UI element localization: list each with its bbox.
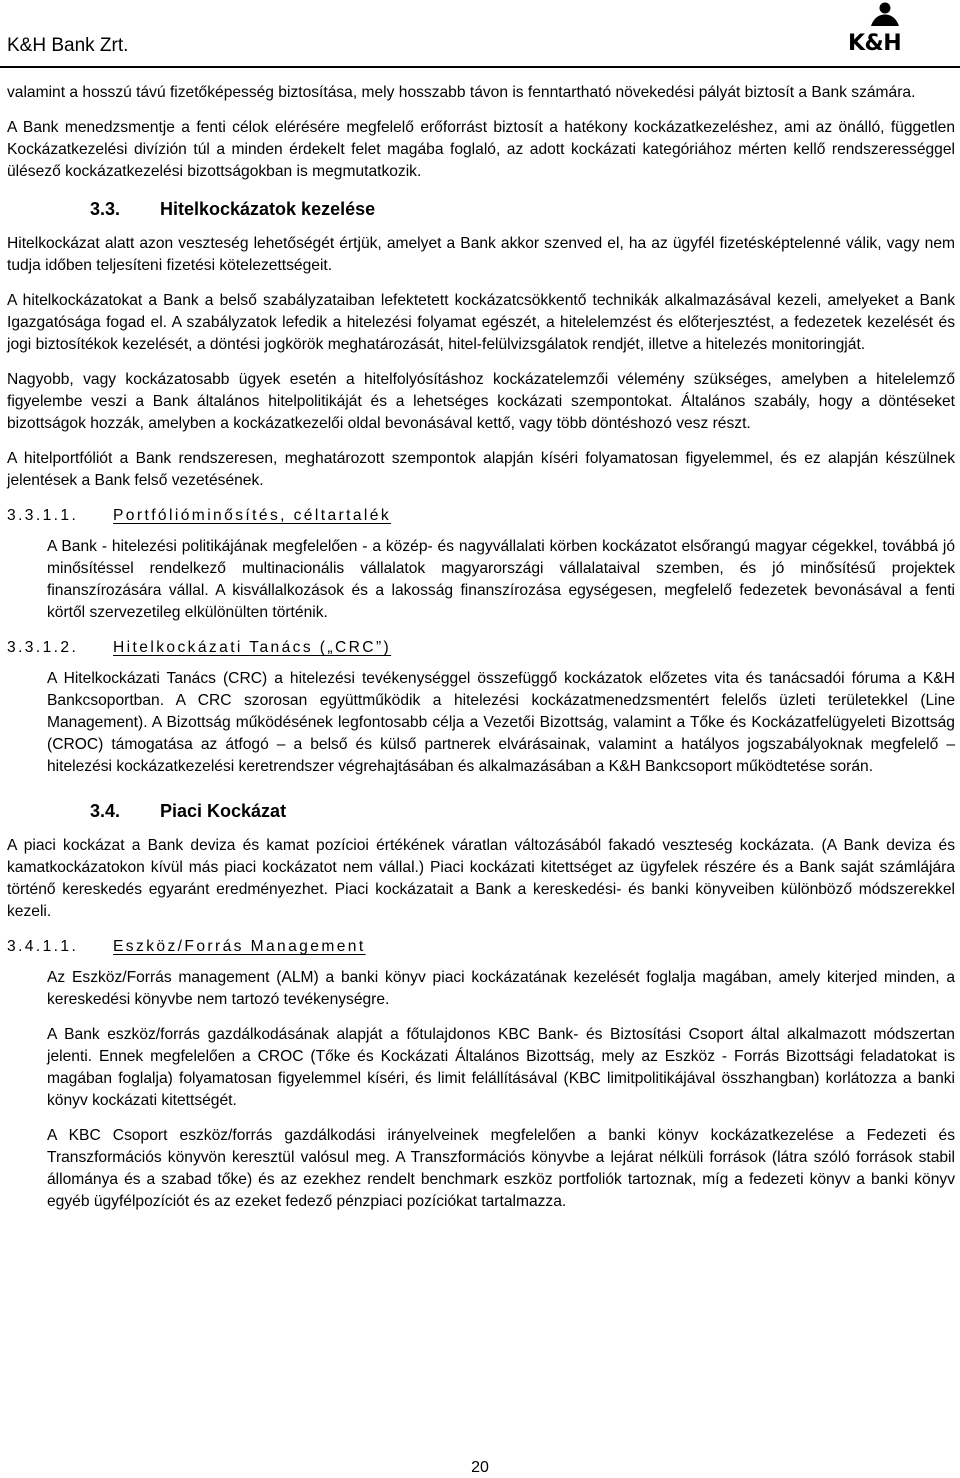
- section-heading-3-4: [7, 798, 955, 824]
- subsection-title: Eszköz/Forrás Management: [113, 938, 366, 955]
- page-number: 20: [471, 1459, 489, 1476]
- header-divider: [0, 66, 960, 68]
- subsection-heading-3-3-1-2: [7, 637, 955, 659]
- paragraph: A Bank eszköz/forrás gazdálkodásának alapját a főtulajdonos KBC Bank- és Biztosítási Csoport által alkalmazott módszertan jelenti. Ennek megfelelően a CROC (Tőke és Kockázati Általános Bizottság, mely az Eszköz - Forrás Bizottsági feladatokat is magában foglalja) folyamatosan figyelemmel kíséri, és limit felállításával (KBC limitpolitikájával összhangban) korlátozza a banki könyv kockázati kitettségét.: [47, 1026, 955, 1109]
- section-number: 3.4.: [90, 801, 121, 821]
- section-heading-3-3: [7, 196, 955, 222]
- subsection-title: Portfólióminősítés, céltartalék: [113, 507, 392, 524]
- subsection-heading-3-3-1-1: [7, 505, 955, 527]
- subsection-number: 3.3.1.2.: [7, 639, 79, 656]
- section-title: Hitelkockázatok kezelése: [160, 199, 376, 219]
- paragraph: Hitelkockázat alatt azon veszteség lehetőségét értjük, amelyet a Bank akkor szenved el, ha az ügyfél fizetésképtelenné válik, vagy nem tudja időben teljesíteni fizetési kötelezettségeit.: [7, 235, 955, 274]
- paragraph: A Bank - hitelezési politikájának megfelelően - a közép- és nagyvállalati körben kockázatot elsőrangú magyar cégekkel, továbbá jó minősítéssel rendelkező multinacionális vállalatok magyarországi vállalataival szemben, és jó minősítésű projektek finanszírozására vállal. A kisvállalkozások és a lakosság finanszírozása egységesen, megfelelő fedezetek bevonásával a fenti körtől szervezetileg elkülönülten történik.: [47, 538, 955, 621]
- company-name: K&H Bank Zrt.: [7, 35, 129, 56]
- paragraph: A piaci kockázat a Bank deviza és kamat pozícioi értékének váratlan változásából fakadó veszteség kockázata. (A Bank deviza és kamatkockázatokon kívül más piaci kockázatot nem vállal.) Piaci kockázati kitettséget az ügyfelek részére és a Bank saját számlájára történő kereskedés egyaránt eredményezhet. Piaci kockázatait a Bank a kereskedési- és banki könyveiben különböző módszerekkel kezeli.: [7, 837, 955, 920]
- paragraph: valamint a hosszú távú fizetőképesség biztosítása, mely hosszabb távon is fenntartható növekedési pályát biztosít a Bank számára.: [7, 84, 916, 101]
- paragraph: A hitelportfóliót a Bank rendszeresen, meghatározott szempontok alapján kíséri folyamatosan figyelemmel, és ez alapján készülnek jelentések a Bank felső vezetésének.: [7, 450, 955, 489]
- paragraph: A KBC Csoport eszköz/forrás gazdálkodási irányelveinek megfelelően a banki könyv kockázatkezelése a Fedezeti és Transzformációs könyvön keresztül valósul meg. A Transzformációs könyvbe a lejárat nélküli források (látra szóló források stabil állománya és a szabad tőke) és az ezekhez rendelt benchmark eszköz portfoliók tartoznak, míg a fedezeti könyv a banki könyv egyéb ügyfélpozíciót és az ezeket fedező pénzpiaci pozíciókat tartalmazza.: [47, 1127, 955, 1210]
- section-title: Piaci Kockázat: [160, 801, 287, 821]
- subsection-heading-3-4-1-1: [7, 936, 955, 958]
- paragraph: Az Eszköz/Forrás management (ALM) a banki könyv piaci kockázatának kezelését foglalja magában, amely kiterjed minden, a kereskedési könyvbe nem tartozó tevékenységre.: [47, 969, 955, 1008]
- kh-person-logo-icon: [870, 2, 900, 26]
- page-header: [0, 0, 960, 64]
- subsection-number: 3.4.1.1.: [7, 938, 79, 955]
- subsection-title: Hitelkockázati Tanács („CRC”): [113, 639, 392, 656]
- paragraph: A Hitelkockázati Tanács (CRC) a hitelezési tevékenységgel összefüggő kockázatok előzetes vita és tanácsadói fóruma a K&H Bankcsoportban. A CRC szorosan együttműködik a hitelezési kockázatmenedzsmentért felelős üzleti területekkel (Line Management). A Bizottság működésének legfontosabb célja a Vezetői Bizottság, valamint a Tőke és Kockázatfelügyeleti Bizottság (CROC) támogatása az átfogó – a belső és külső partnerek elvárásainak, valamint a hatályos jogszabályoknak megfelelő – hitelezési kockázatkezelési keretrendszer végrehajtásában és alkalmazásában a K&H Bankcsoport működtetése során.: [47, 670, 955, 775]
- paragraph: A Bank menedzsmentje a fenti célok elérésére megfelelő erőforrást biztosít a hatékony kockázatkezeléshez, ami az önálló, független Kockázatkezelési divízión túl a minden érdekelt felet magába foglaló, az adott kockázati kategóriához mérten kellő rendszerességgel ülésező kockázatkezelési bizottságokban is megmutatkozik.: [7, 119, 955, 180]
- kh-logo: [848, 2, 922, 56]
- subsection-number: 3.3.1.1.: [7, 507, 79, 524]
- section-number: 3.3.: [90, 199, 121, 219]
- paragraph: Nagyobb, vagy kockázatosabb ügyek esetén a hitelfolyósításhoz kockázatelemzői vélemény szükséges, amelyben a hitelelemző figyelembe veszi a Bank általános hitelpolitikáját és a lehetséges kockázati szempontokat. Általános szabály, hogy a döntéseket bizottságok hozzák, amelyben a kockázatkezelői oldal bevonásával kettő, vagy több döntéshozó vesz részt.: [7, 371, 955, 432]
- logo-text: K&H: [848, 31, 902, 56]
- document-body: [7, 82, 955, 1226]
- paragraph: A hitelkockázatokat a Bank a belső szabályzataiban lefektetett kockázatcsökkentő technikák alkalmazásával kezeli, amelyeket a Bank Igazgatósága fogad el. A szabályzatok lefedik a hitelezési folyamat egészét, a hitelelemzést és előterjesztést, a fedezetek kezelését és jogi biztosítékok kezelését, a döntési jogkörök meghatározását, hitel-felülvizsgálatok rendjét, illetve a hitelezés monitoringját.: [7, 292, 955, 353]
